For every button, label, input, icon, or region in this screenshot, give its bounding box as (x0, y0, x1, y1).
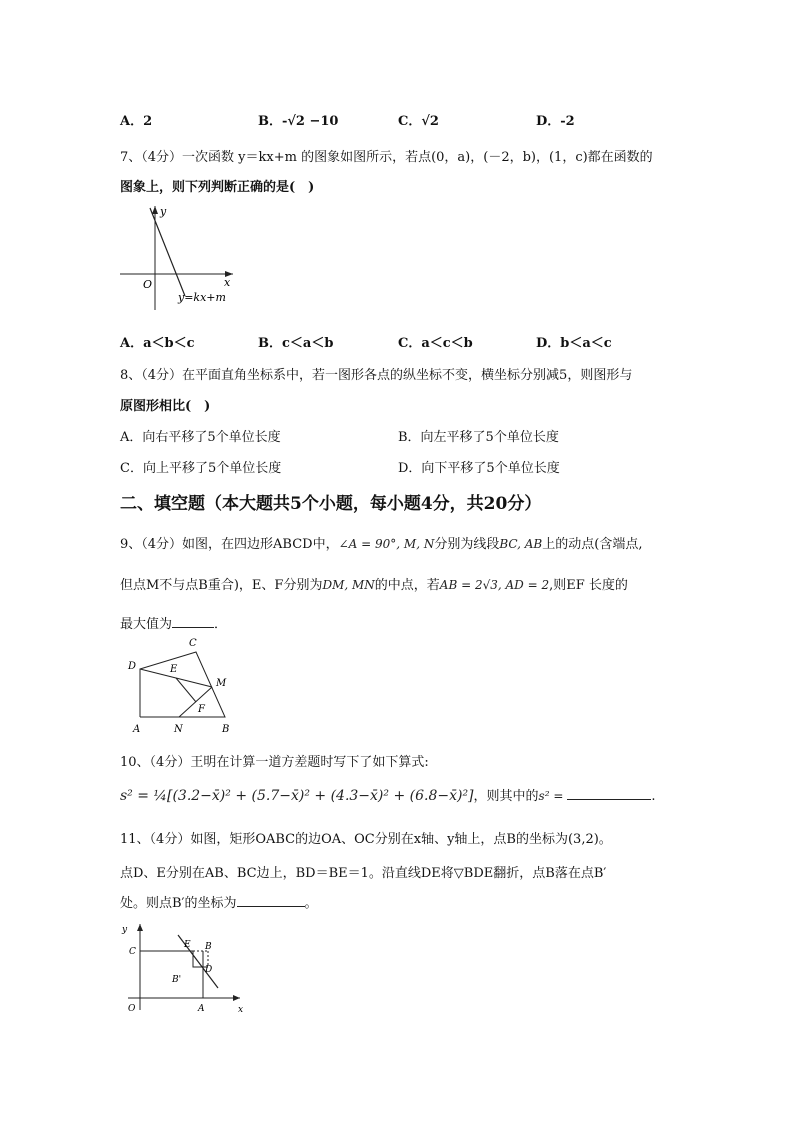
svg-text:D: D (205, 965, 213, 975)
q9-quadrilateral-figure (122, 632, 242, 740)
svg-text:E: E (170, 664, 178, 675)
svg-text:O: O (128, 1004, 136, 1014)
q7-option-b: B．c＜a＜b (258, 336, 334, 351)
q7-stem-line2: 图象上，则下列判断正确的是( ) (120, 180, 315, 195)
q9-stem-line3: 最大值为 ． (120, 617, 228, 632)
q7-x-label: x (224, 276, 231, 289)
section-2-heading: 二、填空题（本大题共5个小题，每小题4分，共20分） (120, 494, 542, 514)
q9-stem-line1: 9、（4分）如图，在四边形ABCD中，∠A = 90°, M, N分别为线段BC, AB上的动点(含端点, (120, 537, 643, 552)
q6-option-b: B．-√2 −10 (258, 114, 339, 129)
svg-text:M: M (216, 678, 227, 689)
svg-text:D: D (128, 661, 137, 672)
svg-text:C: C (189, 638, 197, 649)
q6-option-a: A．2 (120, 114, 153, 129)
q9-quad-outline (140, 652, 225, 717)
q7-option-a: A．a＜b＜c (120, 336, 195, 351)
svg-text:A: A (198, 1004, 205, 1014)
q10-formula-line: s² = ¼[(3.2−x̄)² + (5.7−x̄)² + (4.3−x̄)² + (6.8−x̄)²]，则其中的s² = . (120, 788, 656, 804)
q7-graph (115, 200, 245, 315)
q8-option-a: A．向右平移了5个单位长度 (120, 430, 281, 445)
q6-option-c: C．√2 (398, 114, 439, 129)
q10-stem-line1: 10、（4分）王明在计算一道方差题时写下了如下算式: (120, 755, 429, 770)
q6-option-d: D．-2 (536, 114, 575, 129)
svg-text:B': B' (172, 975, 182, 985)
q11-stem-line3: 处。则点B′的坐标为 。 (120, 896, 318, 911)
svg-text:E: E (184, 940, 191, 950)
q11-stem-line2: 点D、E分别在AB、BC边上，BD＝BE＝1。沿直线DE将▽BDE翻折，点B落在点B′ (120, 866, 607, 881)
q7-option-d: D．b＜a＜c (536, 336, 612, 351)
svg-text:B: B (222, 724, 230, 735)
q11-stem-line1: 11、（4分）如图，矩形OABC的边OA、OC分别在x轴、y轴上，点B的坐标为(3,2)。 (120, 832, 612, 847)
q8-stem-line1: 8、（4分）在平面直角坐标系中，若一图形各点的纵坐标不变，横坐标分别减5，则图形与 (120, 368, 633, 383)
q7-y-label: y (160, 205, 167, 218)
q7-line-label: y=kx+m (178, 291, 226, 304)
q9-segment-ef (176, 678, 196, 702)
svg-text:F: F (198, 704, 205, 715)
q8-option-d: D．向下平移了5个单位长度 (398, 461, 560, 476)
q11-answer-blank (237, 894, 305, 907)
q7-origin-label: O (143, 278, 153, 291)
q8-stem-line2: 原图形相比( ) (120, 399, 211, 414)
q7-stem-line1: 7、（4分）一次函数 y＝kx+m 的图象如图所示，若点(0，a)，(－2，b)，(1，c)都在函数的 (120, 150, 653, 165)
q10-answer-blank (567, 787, 651, 800)
svg-text:N: N (174, 724, 183, 735)
q8-option-c: C．向上平移了5个单位长度 (120, 461, 282, 476)
q7-option-c: C．a＜c＜b (398, 336, 473, 351)
svg-text:C: C (129, 947, 136, 957)
q8-option-b: B．向左平移了5个单位长度 (398, 430, 559, 445)
svg-text:B: B (205, 942, 212, 952)
q10-formula: s² = ¼[(3.2−x̄)² + (5.7−x̄)² + (4.3−x̄)² + (6.8−x̄)²] (120, 788, 474, 804)
svg-text:y: y (122, 925, 128, 935)
q9-stem-line2: 但点M不与点B重合)，E、F分别为DM, MN的中点，若AB = 2√3, AD = 2,则EF 长度的 (120, 578, 628, 593)
q9-answer-blank (172, 615, 214, 628)
svg-text:A: A (133, 724, 141, 735)
svg-text:x: x (238, 1005, 244, 1015)
q11-rectangle-figure (118, 920, 248, 1015)
